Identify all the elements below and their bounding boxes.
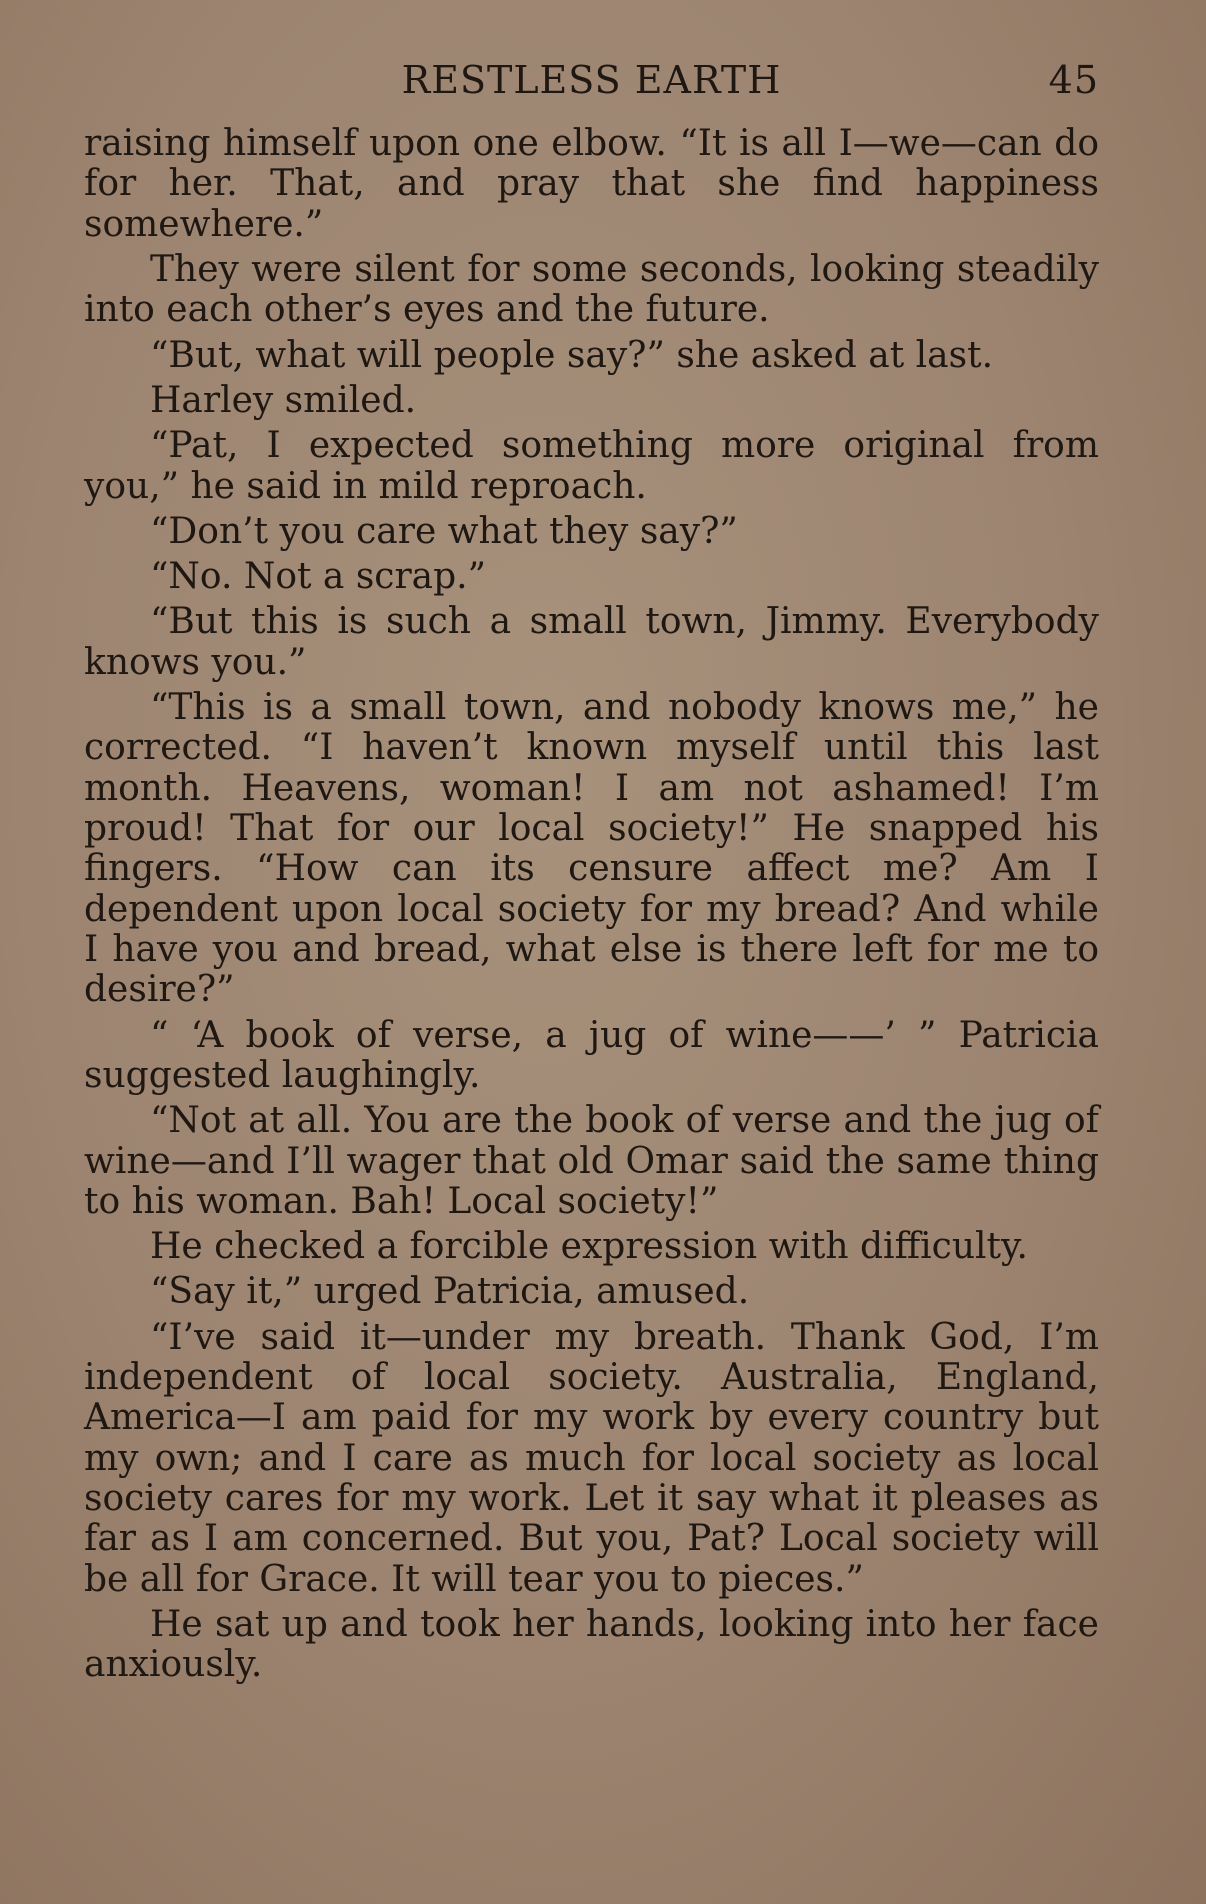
paragraph: “But, what will people say?” she asked at last. xyxy=(150,334,994,376)
page-number: 45 xyxy=(1048,58,1099,102)
paragraph: He sat up and took her hands, looking into her face anxiously. xyxy=(84,1603,1099,1686)
paragraph: “Say it,” urged Patricia, amused. xyxy=(150,1271,750,1313)
book-page xyxy=(84,58,1099,1858)
body-text xyxy=(84,124,1099,1686)
running-title: RESTLESS EARTH xyxy=(401,58,782,102)
paragraph: “I’ve said it—under my breath. Thank God, I’m independent of local society. Australia, England, America—I am paid for my work by every country but my own; and I care as much for local society as local society cares for my work. Let it say what it pleases as far as I am concerned. But you, Pat? Local society will be all for Grace. It will tear you to pieces.” xyxy=(84,1316,1099,1600)
paragraph: Harley smiled. xyxy=(150,379,417,421)
page-header xyxy=(84,58,1099,114)
paragraph: raising himself upon one elbow. “It is all I—we—can do for her. That, and pray that she find happiness somewhere.” xyxy=(84,123,1099,245)
paragraph: “Don’t you care what they say?” xyxy=(150,510,738,552)
paragraph: “This is a small town, and nobody knows me,” he corrected. “I haven’t known myself until this last month. Heavens, woman! I am not ashamed! I’m proud! That for our local society!” He snapped his fingers. “How can its censure affect me? Am I dependent upon local society for my bread? And while I have you and bread, what else is there left for me to desire?” xyxy=(84,687,1099,1011)
paragraph: They were silent for some seconds, looking steadily into each other’s eyes and the future. xyxy=(84,248,1099,331)
paragraph: He checked a forcible expression with difficulty. xyxy=(150,1226,1028,1268)
paragraph: “No. Not a scrap.” xyxy=(150,556,487,598)
paragraph: “ ‘A book of verse, a jug of wine——’ ” Patricia suggested laughingly. xyxy=(84,1014,1099,1096)
paragraph: “Pat, I expected something more original from you,” he said in mild reproach. xyxy=(84,425,1099,507)
paragraph: “Not at all. You are the book of verse and the jug of wine—and I’ll wager that old Omar said the same thing to his woman. Bah! Local society!” xyxy=(84,1100,1099,1222)
paragraph: “But this is such a small town, Jimmy. Everybody knows you.” xyxy=(84,601,1099,683)
